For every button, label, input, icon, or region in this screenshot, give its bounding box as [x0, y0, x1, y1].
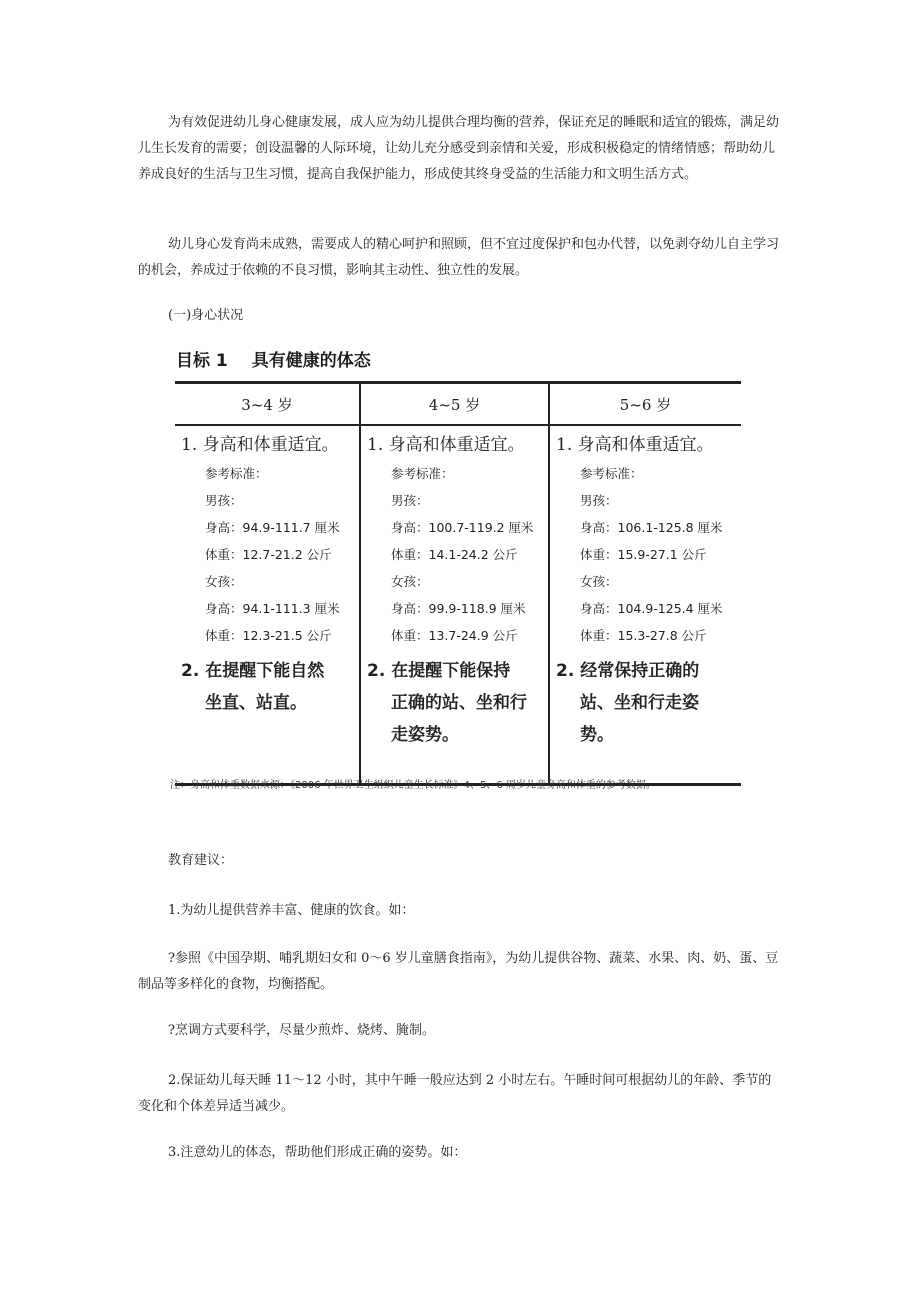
column-divider [548, 384, 550, 783]
item-2: 2. 在提醒下能保持 正确的站、坐和行 走姿势。 [367, 661, 527, 745]
advice-item-1-bullet-1: ?参照《中国孕期、哺乳期妇女和 0～6 岁儿童膳食指南》，为幼儿提供谷物、蔬菜、水果、肉、奶、蛋、豆制品等多样化的食物，均衡搭配。 [138, 951, 779, 992]
boy-weight: 体重：12.7-21.2 公斤 [205, 547, 332, 562]
header-divider [175, 424, 741, 426]
column-divider [359, 384, 361, 783]
boy-height: 身高：106.1-125.8 厘米 [580, 520, 723, 535]
ref-label: 参考标准： [580, 466, 643, 481]
figure-title-label: 目标 1 [176, 351, 228, 371]
boy-weight: 体重：14.1-24.2 公斤 [391, 547, 518, 562]
boy-label: 男孩： [205, 493, 243, 508]
item-1: 1. 身高和体重适宜。 [181, 435, 339, 455]
item-2: 2. 经常保持正确的 站、坐和行走姿 势。 [556, 661, 700, 745]
section-heading: (一)身心状况 [168, 308, 244, 323]
column-4-5 [367, 434, 547, 751]
column-header-4-5: 4~5 岁 [428, 396, 481, 414]
advice-item-1-bullet-2: ?烹调方式要科学，尽量少煎炸、烧烤、腌制。 [168, 1023, 435, 1038]
advice-item-1: 1.为幼儿提供营养丰富、健康的饮食。如： [168, 903, 415, 918]
advice-heading: 教育建议： [168, 853, 234, 868]
boy-label: 男孩： [391, 493, 429, 508]
girl-label: 女孩： [580, 574, 618, 589]
ref-label: 参考标准： [205, 466, 268, 481]
boy-height: 身高：94.9-111.7 厘米 [205, 520, 340, 535]
girl-weight: 体重：15.3-27.8 公斤 [580, 628, 707, 643]
ref-label: 参考标准： [391, 466, 454, 481]
boy-label: 男孩： [580, 493, 618, 508]
intro-paragraph-2: 幼儿身心发育尚未成熟，需要成人的精心呵护和照顾，但不宜过度保护和包办代替，以免剥夺幼儿自主学习的机会，养成过于依赖的不良习惯，影响其主动性、独立性的发展。 [138, 237, 780, 278]
item-1: 1. 身高和体重适宜。 [367, 435, 525, 455]
item-1: 1. 身高和体重适宜。 [556, 435, 714, 455]
girl-height: 身高：94.1-111.3 厘米 [205, 601, 340, 616]
column-header-5-6: 5~6 岁 [619, 396, 672, 414]
girl-label: 女孩： [205, 574, 243, 589]
column-header-3-4: 3~4 岁 [241, 396, 293, 414]
intro-paragraph-1: 为有效促进幼儿身心健康发展，成人应为幼儿提供合理均衡的营养，保证充足的睡眠和适宜的锻炼，满足幼儿生长发育的需要；创设温馨的人际环境，让幼儿充分感受到亲情和关爱，形成积极稳定的情绪情感；帮助幼儿养成良好的生活与卫生习惯，提高自我保护能力，形成使其终身受益的生活能力和文明生活方式。 [138, 115, 780, 182]
item-2: 2. 在提醒下能自然 坐直、站直。 [181, 661, 325, 713]
boy-weight: 体重：15.9-27.1 公斤 [580, 547, 707, 562]
advice-item-2: 2.保证幼儿每天睡 11～12 小时，其中午睡一般应达到 2 小时左右。午睡时间可根据幼儿的年龄、季节的变化和个体差异适当减少。 [138, 1073, 772, 1114]
advice-item-3: 3.注意幼儿的体态，帮助他们形成正确的姿势。如： [168, 1145, 467, 1160]
girl-height: 身高：99.9-118.9 厘米 [391, 601, 526, 616]
girl-weight: 体重：13.7-24.9 公斤 [391, 628, 518, 643]
boy-height: 身高：100.7-119.2 厘米 [391, 520, 534, 535]
column-3-4 [181, 434, 357, 719]
column-5-6 [556, 434, 740, 751]
figure-title [170, 345, 750, 377]
goal-table [175, 381, 741, 786]
goal-figure [170, 345, 750, 791]
figure-title-text: 具有健康的体态 [251, 351, 371, 371]
girl-label: 女孩： [391, 574, 429, 589]
figure-note: 注：身高和体重数据来源：《2006 年世界卫生组织儿童生长标准》4、5、6 周岁儿童身高和体重的参考数据。 [170, 780, 656, 791]
girl-weight: 体重：12.3-21.5 公斤 [205, 628, 332, 643]
girl-height: 身高：104.9-125.4 厘米 [580, 601, 723, 616]
